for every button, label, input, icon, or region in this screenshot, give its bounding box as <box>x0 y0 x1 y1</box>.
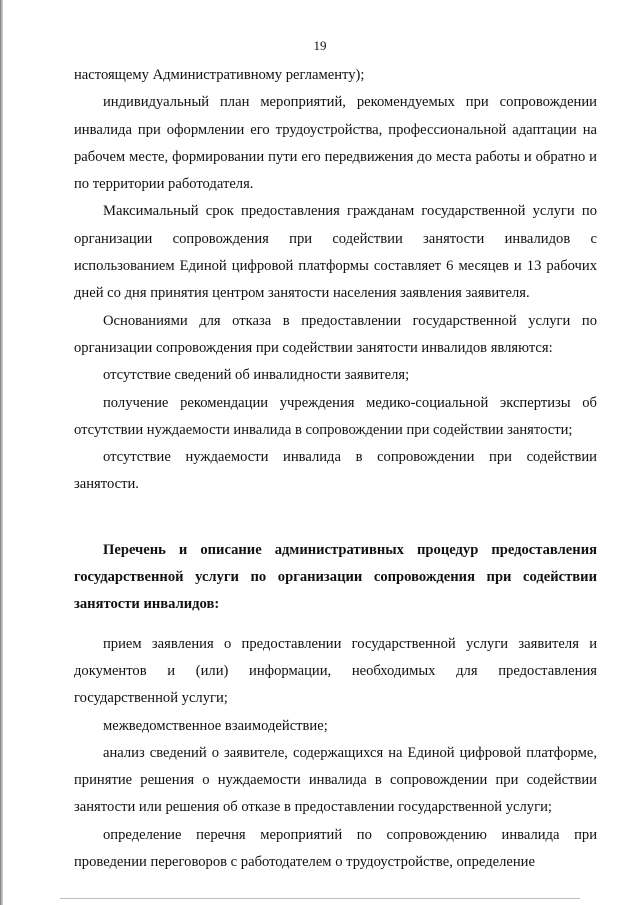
paragraph-refusal-item-3: отсутствие нуждаемости инвалида в сопровождении при содействии занятости. <box>74 449 597 493</box>
paragraph-procedure-4: определение перечня мероприятий по сопровождению инвалида при проведении переговоров с работодателем о трудоустройстве, определение <box>74 826 597 871</box>
paragraph-procedure-1: прием заявления о предоставлении государственной услуги заявителя и документов и (или) информации, необходимых для предоставления государственной услуги; <box>74 635 597 707</box>
paragraph-refusal-item-2: получение рекомендации учреждения медико-социальной экспертизы об отсутствии нуждаемости инвалида в сопровождении при содействии занятости; <box>74 394 597 438</box>
paragraph-procedure-3: анализ сведений о заявителе, содержащихся на Единой цифровой платформе, принятие решения о нуждаемости инвалида в сопровождении при содействии занятости или решения об отказе в предоставлении государственной услуги; <box>74 744 597 816</box>
paragraph-individual-plan: индивидуальный план мероприятий, рекомендуемых при сопровождении инвалида при оформлении его трудоустройства, профессиональной адаптации на рабочем месте, формировании пути его передвижения до места работы и обратно и по территории работодателя. <box>74 94 597 193</box>
paragraph-procedure-2: межведомственное взаимодействие; <box>103 717 328 734</box>
page-number: 19 <box>313 38 327 53</box>
section-heading: Перечень и описание административных процедур предоставления государственной услуги по организации сопровождения при содействии занятости инвалидов: <box>74 541 597 613</box>
paragraph-max-term: Максимальный срок предоставления гражданам государственной услуги по организации сопровождения при содействии занятости инвалидов с использованием Единой цифровой платформы составляет 6 месяцев и 13 рабочих дней со дня принятия центром занятости населения заявления заявителя. <box>74 203 597 302</box>
paragraph-refusal-grounds: Основаниями для отказа в предоставлении государственной услуги по организации сопровождения при содействии занятости инвалидов являются: <box>74 312 597 356</box>
paragraph-continuation: настоящему Административному регламенту); <box>74 67 365 83</box>
paragraph-refusal-item-1: отсутствие сведений об инвалидности заявителя; <box>103 367 410 384</box>
scan-edge-left <box>0 0 3 905</box>
document-body <box>74 62 597 876</box>
scan-edge-bottom <box>60 898 580 899</box>
